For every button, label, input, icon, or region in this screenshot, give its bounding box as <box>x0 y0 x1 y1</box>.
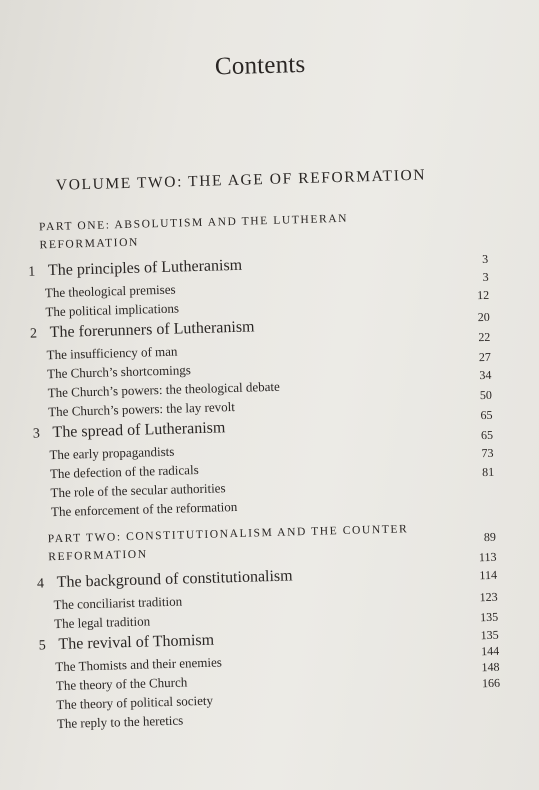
page-number: 123 <box>479 589 498 605</box>
part-heading <box>39 208 420 255</box>
section-entry: The enforcement of the reformation <box>50 498 238 520</box>
part-heading-line: REFORMATION <box>39 236 140 252</box>
section-entry: The conciliarist tradition <box>53 593 183 613</box>
section-entry: The defection of the radicals <box>49 462 199 482</box>
chapter-number: 4 <box>36 576 45 592</box>
section-entry: The insufficiency of man <box>46 343 178 363</box>
chapter-number: 1 <box>28 264 36 280</box>
page-number: 114 <box>479 567 498 583</box>
section-entry: The theory of the Church <box>55 674 188 694</box>
page-number: 73 <box>481 445 494 461</box>
page-number: 113 <box>478 549 497 565</box>
page-number: 3 <box>482 269 489 285</box>
chapter-heading <box>30 318 255 342</box>
section-entry: The Church’s shortcomings <box>46 362 192 382</box>
page-number: 3 <box>481 251 489 267</box>
page-number: 135 <box>480 627 499 643</box>
chapter-heading <box>33 419 226 442</box>
section-entry: The theory of political society <box>56 692 214 713</box>
page-number: 144 <box>480 643 500 659</box>
section-entry: The early propagandists <box>49 443 175 463</box>
section-entry: The Church’s powers: the lay revolt <box>48 398 236 420</box>
page-number: 65 <box>480 407 493 423</box>
page-number: 50 <box>479 387 493 403</box>
part-heading-line: PART TWO: CONSTITUTIONALISM AND THE COUNTER <box>47 523 409 546</box>
page-number: 27 <box>478 349 492 365</box>
volume-heading: VOLUME TWO: THE AGE OF REFORMATION <box>55 166 427 194</box>
chapter-number: 3 <box>32 426 41 442</box>
page-number: 135 <box>479 609 499 625</box>
chapter-title: The spread of Lutheranism <box>52 419 226 442</box>
page-number: 12 <box>476 287 490 303</box>
section-entry: The theological premises <box>44 281 176 301</box>
section-entry: The Church’s powers: the theological debate <box>47 378 280 401</box>
page-number: 65 <box>480 427 494 443</box>
page-number: 89 <box>483 529 497 545</box>
part-heading-line: PART ONE: ABSOLUTISM AND THE LUTHERAN <box>38 212 349 234</box>
chapter-number: 5 <box>38 638 46 654</box>
section-entry: The role of the secular authorities <box>50 480 226 501</box>
chapter-title: The forerunners of Lutheranism <box>49 318 255 342</box>
chapter-number: 2 <box>29 326 38 342</box>
page-number: 148 <box>481 659 500 675</box>
section-entry: The political implications <box>45 300 180 320</box>
chapter-heading <box>28 257 242 281</box>
chapter-title: The revival of Thomism <box>58 631 215 653</box>
section-entry: The Thomists and their enemies <box>55 654 223 675</box>
section-entry: The reply to the heretics <box>56 712 184 732</box>
chapter-title: The principles of Lutheranism <box>47 256 243 280</box>
page-title: Contents <box>214 50 306 81</box>
page-number: 20 <box>477 309 490 325</box>
chapter-heading <box>39 632 215 655</box>
chapter-heading <box>37 567 293 592</box>
part-heading <box>48 520 429 567</box>
page-number: 81 <box>481 464 495 480</box>
page-number: 34 <box>479 367 492 383</box>
part-heading-line: REFORMATION <box>48 548 148 564</box>
page-number: 166 <box>481 675 501 691</box>
section-entry: The legal tradition <box>53 613 151 632</box>
chapter-title: The background of constitutionalism <box>56 567 293 592</box>
page-number: 22 <box>478 329 491 345</box>
